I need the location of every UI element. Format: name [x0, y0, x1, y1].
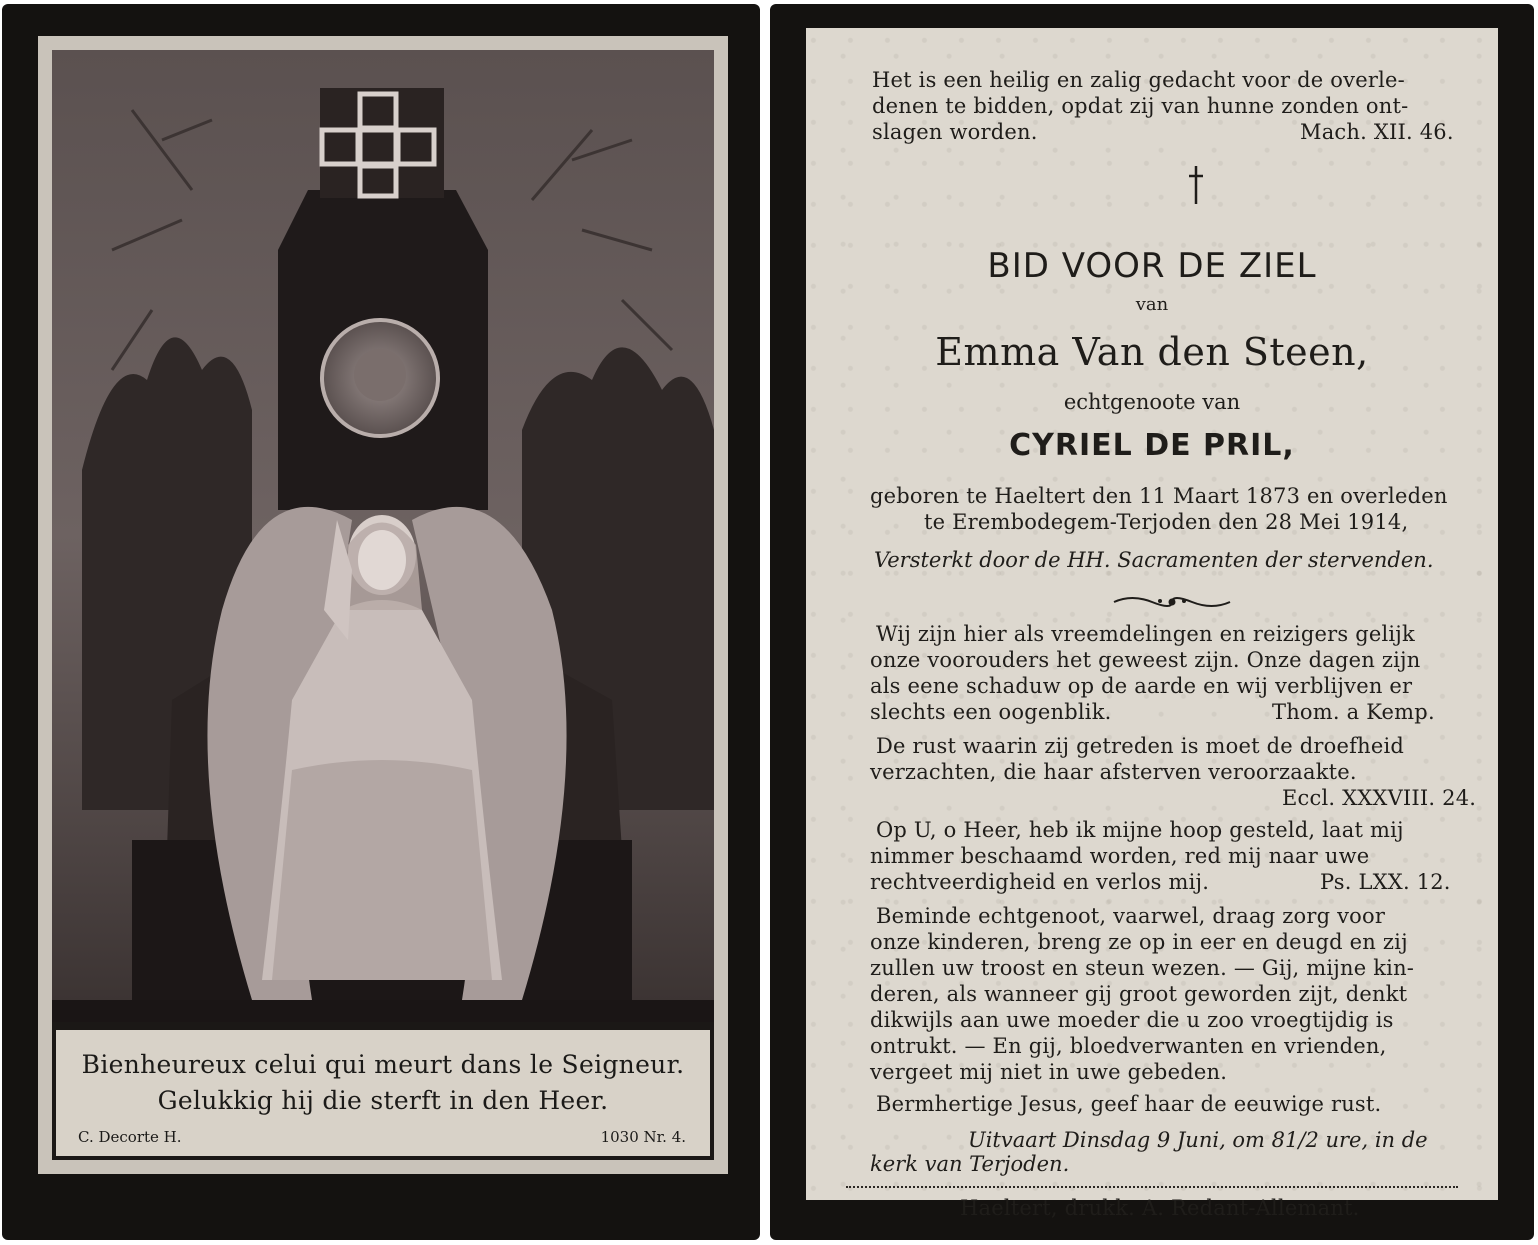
farewell-line: vergeet mij niet in uwe gebeden.: [870, 1060, 1228, 1084]
verse-line: als eene schaduw op de aarde en wij verblijven er: [870, 674, 1413, 698]
verse-line: De rust waarin zij getreden is moet de droefheid: [876, 734, 1405, 758]
ornament-divider-icon: [1112, 592, 1232, 612]
caption-dutch: Gelukkig hij die sterft in den Heer.: [157, 1086, 609, 1115]
verse-line: nimmer beschaamd worden, red mij naar uwe: [870, 844, 1370, 868]
birth-death-line: geboren te Haeltert den 11 Maart 1873 en overleden: [870, 484, 1448, 508]
epigraph-line: denen te bidden, opdat zij van hunne zonden ont-: [872, 94, 1409, 118]
epigraph-line: slagen worden.: [872, 120, 1038, 144]
farewell-line: onze kinderen, breng ze op in eer en deugd en zij: [870, 930, 1408, 954]
artist-credit: C. Decorte H.: [78, 1128, 182, 1146]
verse-line: slechts een oogenblik.: [870, 700, 1112, 724]
farewell-line: deren, als wanneer gij groot geworden zijt, denkt: [870, 982, 1408, 1006]
deceased-name: Emma Van den Steen,: [935, 330, 1369, 374]
verse-line: onze voorouders het geweest zijn. Onze dagen zijn: [870, 648, 1421, 672]
epigraph-reference: Mach. XII. 46.: [1300, 120, 1454, 144]
prayer-line: Bermhertige Jesus, geef haar de eeuwige rust.: [876, 1092, 1382, 1116]
text-page: [806, 28, 1498, 1220]
angel-illustration: [52, 50, 714, 1022]
verse-line: Wij zijn hier als vreemdelingen en reizigers gelijk: [876, 622, 1415, 646]
picture-frame: [38, 36, 728, 1174]
sacraments-line: Versterkt door de HH. Sacramenten der stervenden.: [874, 548, 1434, 572]
spouse-name: CYRIEL DE PRIL,: [1009, 428, 1295, 463]
prayer-heading: BID VOOR DE ZIEL: [987, 246, 1317, 286]
farewell-line: zullen uw troost en steun wezen. — Gij, mijne kin-: [870, 956, 1415, 980]
van-label: van: [1135, 294, 1169, 315]
epigraph-line: Het is een heilig en zalig gedacht voor de overle-: [872, 68, 1405, 92]
verse-reference: Thom. a Kemp.: [1272, 700, 1435, 724]
farewell-line: dikwijls aan uwe moeder die u zoo vroegtijdig is: [870, 1008, 1394, 1032]
dotted-divider: [846, 1186, 1458, 1188]
verse-reference: Eccl. XXXVIII. 24.: [1282, 786, 1477, 810]
funeral-line: kerk van Terjoden.: [870, 1152, 1070, 1176]
printer-imprint: Haeltert, drukk. A. Redant-Allemant.: [960, 1196, 1360, 1220]
verse-line: Op U, o Heer, heb ik mijne hoop gesteld, laat mij: [876, 818, 1404, 842]
birth-death-line: te Erembodegem-Terjoden den 28 Mei 1914,: [924, 510, 1409, 534]
caption-box: [56, 1030, 710, 1156]
left-card-panel: [2, 4, 760, 1240]
farewell-line: ontrukt. — En gij, bloedverwanten en vrienden,: [870, 1034, 1387, 1058]
cross-icon: [1186, 164, 1206, 206]
right-card-panel: [770, 4, 1534, 1240]
verse-reference: Ps. LXX. 12.: [1320, 870, 1451, 894]
verse-line: rechtveerdigheid en verlos mij.: [870, 870, 1210, 894]
plate-number: 1030 Nr. 4.: [600, 1128, 686, 1146]
farewell-line: Beminde echtgenoot, vaarwel, draag zorg voor: [876, 904, 1386, 928]
verse-line: verzachten, die haar afsterven veroorzaakte.: [870, 760, 1357, 784]
funeral-line: Uitvaart Dinsdag 9 Juni, om 81/2 ure, in de: [968, 1128, 1428, 1152]
caption-french: Bienheureux celui qui meurt dans le Seigneur.: [81, 1050, 685, 1079]
picture-frame-inner: [52, 50, 714, 1160]
angel-illustration-svg: [52, 50, 714, 1022]
spouse-label: echtgenoote van: [1063, 390, 1241, 414]
